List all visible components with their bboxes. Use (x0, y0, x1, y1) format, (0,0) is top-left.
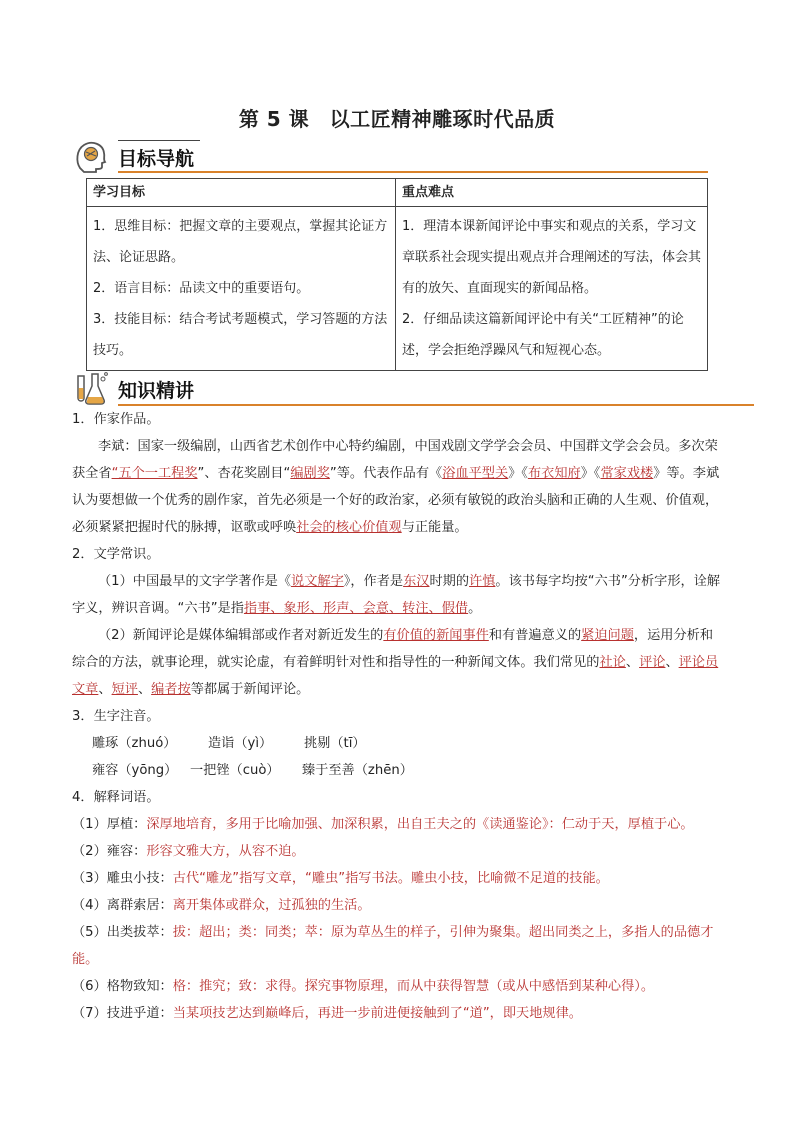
definition-item: （2）雍容：形容文雅大方，从容不迫。 (72, 844, 305, 859)
section-header-goals (72, 138, 722, 174)
goal-item: 2．语言目标：品读文中的重要语句。 (93, 281, 310, 296)
section-header-knowledge (72, 370, 722, 406)
pinyin-item: 雕琢（zhuó） (92, 736, 177, 751)
heading-author-works: 1．作家作品。 (72, 412, 160, 427)
table-header-learning-goals: 学习目标 (87, 179, 396, 207)
literary-paragraph-1: （1）中国最早的文字学著作是《说文解字》，作者是东汉时期的许慎。该书每字均按“六书”分析字形，诠解字义，辨识音调。“六书”是指指事、象形、形声、会意、转注、假借。 (72, 574, 721, 616)
definition-item: （1）厚植：深厚地培育，多用于比喻加强、加深积累，出自王夫之的《读通鉴论》：仁动于天，厚植于心。 (72, 817, 694, 832)
author-paragraph: 李斌：国家一级编剧，山西省艺术创作中心特约编剧，中国戏剧文学学会会员、中国群文学会会员。多次荣获全省“五个一工程奖”、杏花奖剧目“编剧奖”等。代表作品有《浴血平型关》《布衣知府》《常家戏楼》等。李斌认为要想做一个优秀的剧作家，首先必须是一个好的政治家，必须有敏锐的政治头脑和正确的人生观、价值观，必须紧紧把握时代的脉搏，讴歌或呼唤社会的核心价值观与正能量。 (72, 439, 720, 535)
pinyin-item: 挑剔（tī） (304, 736, 366, 751)
definition-item: （6）格物致知：格：推究；致：求得。探究事物原理，而从中获得智慧（或从中感悟到某种心得）。 (72, 979, 655, 994)
learning-goals-cell (87, 207, 396, 371)
definition-item: （4）离群索居：离开集体或群众，过孤独的生活。 (72, 898, 371, 913)
heading-literary-knowledge: 2．文学常识。 (72, 547, 160, 562)
pinyin-row-1 (72, 730, 722, 757)
heading-word-explanations: 4．解释词语。 (72, 790, 160, 805)
heading-pronunciation: 3．生字注音。 (72, 709, 160, 724)
pinyin-item: 臻于至善（zhēn） (302, 763, 413, 778)
brain-head-icon (72, 138, 110, 174)
definition-item: （7）技进乎道：当某项技艺达到巅峰后，再进一步前进便接触到了“道”，即天地规律。 (72, 1006, 582, 1021)
definition-item: （3）雕虫小技：古代“雕龙”指写文章，“雕虫”指写书法。雕虫小技，比喻微不足道的技能。 (72, 871, 609, 886)
knowledge-content (72, 406, 722, 1027)
goal-item: 3．技能目标：结合考试考题模式，学习答题的方法技巧。 (93, 312, 388, 358)
table-header-key-points: 重点难点 (396, 179, 708, 207)
pinyin-item: 造诣（yì） (208, 736, 273, 751)
pinyin-item: 雍容（yōng） (92, 763, 178, 778)
key-points-cell (396, 207, 708, 371)
key-point-item: 1．理清本课新闻评论中事实和观点的关系，学习文章联系社会现实提出观点并合理阐述的写法，体会其有的放矢、直面现实的新闻品格。 (402, 219, 702, 296)
section-title-knowledge: 知识精讲 (118, 380, 195, 402)
goal-item: 1．思维目标：把握文章的主要观点，掌握其论证方法、论证思路。 (93, 219, 388, 265)
definition-item: （5）出类拔萃：拔：超出；类：同类；萃：原为草丛生的样子，引伸为聚集。超出同类之上，多指人的品德才能。 (72, 925, 714, 967)
pinyin-item: 一把锉（cuò） (190, 763, 280, 778)
goals-table (86, 178, 708, 371)
literary-paragraph-2: （2）新闻评论是媒体编辑部或作者对新近发生的有价值的新闻事件和有普遍意义的紧迫问题，运用分析和综合的方法，就事论理，就实论虚，有着鲜明针对性和指导性的一种新闻文体。我们常见的社论、评论、评论员文章、短评、编者按等都属于新闻评论。 (72, 628, 719, 697)
lab-flask-icon (72, 370, 110, 406)
key-point-item: 2．仔细品读这篇新闻评论中有关“工匠精神”的论述，学会拒绝浮躁风气和短视心态。 (402, 312, 684, 358)
pinyin-row-2 (72, 757, 722, 784)
section-title-goals: 目标导航 (118, 148, 195, 170)
page-title: 第 5 课 以工匠精神雕琢时代品质 (238, 107, 556, 131)
